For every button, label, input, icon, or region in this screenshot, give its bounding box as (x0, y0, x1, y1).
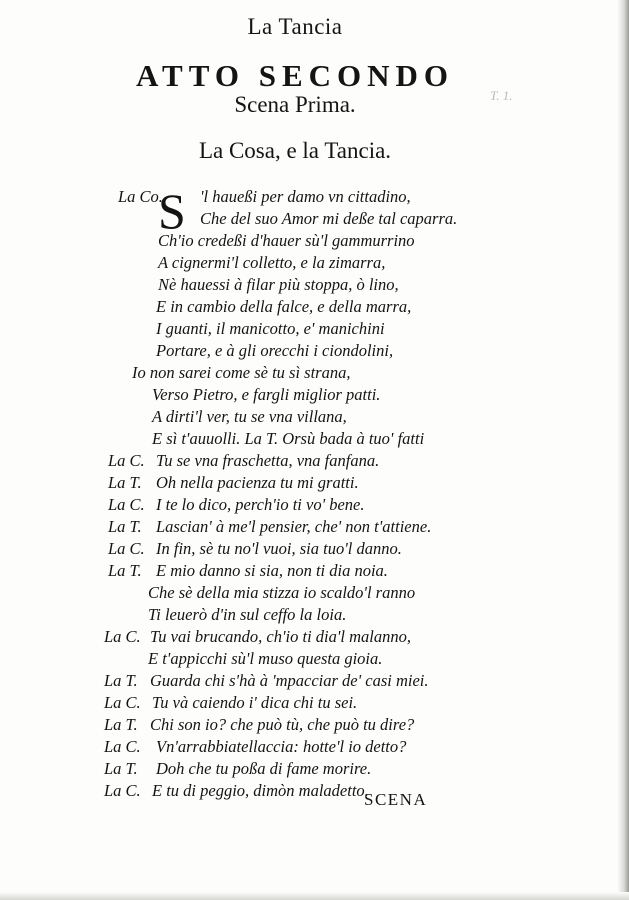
verse-line: Verso Pietro, e fargli miglior patti. (152, 385, 381, 404)
verse-line: Ti leuerò d'in sul ceffo la loia. (148, 605, 347, 624)
verse-line: A cignermi'l colletto, e la zimarra, (158, 253, 386, 272)
verse-line: I te lo dico, perch'io ti vo' bene. (156, 495, 365, 514)
verse-line: E in cambio della falce, e della marra, (156, 297, 412, 316)
scene-title: Scena Prima. (234, 92, 356, 117)
verse-line: Che del suo Amor mi deße tal caparra. (200, 209, 458, 228)
verse-line: E t'appicchi sù'l muso questa gioia. (148, 649, 383, 668)
running-head: La Tancia (247, 14, 343, 39)
speaker-label: La C. (104, 693, 141, 712)
verse-line: E sì t'auuolli. La T. Orsù bada à tuo' fatti (152, 429, 425, 448)
speaker-label: La C. (108, 495, 145, 514)
verse-line: In fin, sè tu no'l vuoi, sia tuo'l danno. (156, 539, 402, 558)
speaker-label: La C. (104, 781, 141, 800)
verse-line: Tu se vna fraschetta, vna fanfana. (156, 451, 380, 470)
verse-line: Nè hauessi à filar più stoppa, ò lino, (158, 275, 399, 294)
verse-line: E mio danno si sia, non ti dia noia. (156, 561, 388, 580)
drop-cap: S (158, 183, 186, 239)
speaker-label: La T. (108, 561, 142, 580)
verse-line: Portare, e à gli orecchi i ciondolini, (156, 341, 394, 360)
speaker-label: La T. (104, 759, 138, 778)
verse-line: Tu và caiendo i' dica chi tu sei. (152, 693, 358, 712)
catchword: SCENA (364, 790, 428, 809)
verse-line: Chi son io? che può tù, che può tu dire? (150, 715, 415, 734)
verse-line: Doh che tu poßa di fame morire. (156, 759, 372, 778)
verse-line: Oh nella pacienza tu mi gratti. (156, 473, 359, 492)
verse-line: Vn'arrabbiatellaccia: hotte'l io detto? (156, 737, 407, 756)
speaker-label: La T. (108, 473, 142, 492)
verse-line: E tu di peggio, dimòn maladetto. (152, 781, 369, 800)
verse-line: Lascian' à me'l pensier, che' non t'attiene. (156, 517, 432, 536)
speaker-label: La C. (104, 627, 141, 646)
scene-characters: La Cosa, e la Tancia. (198, 138, 392, 163)
margin-mark: T. 1. (490, 88, 513, 103)
verse-line: Ch'io credeßi d'hauer sù'l gammurrino (158, 231, 415, 250)
verse-line: 'l haueßi per damo vn cittadino, (200, 187, 411, 206)
speaker-label: La C. (104, 737, 141, 756)
verse-line: Che sè della mia stizza io scaldo'l ranno (148, 583, 416, 602)
speaker-label: La T. (104, 671, 138, 690)
verse-line: Guarda chi s'hà à 'mpacciar de' casi miei. (150, 671, 429, 690)
verse-line: A dirti'l ver, tu se vna villana, (152, 407, 347, 426)
speaker-label: La C. (108, 539, 145, 558)
speaker-label: La T. (108, 517, 142, 536)
speaker-label: La C. (108, 451, 145, 470)
speaker-label: La Co. (118, 187, 163, 206)
verse-line: I guanti, il manicotto, e' manichini (156, 319, 385, 338)
verse-line: Tu vai brucando, ch'io ti dia'l malanno, (150, 627, 411, 646)
speaker-label: La T. (104, 715, 138, 734)
act-title: ATTO SECONDO (135, 58, 455, 93)
verse-line: Io non sarei come sè tu sì strana, (132, 363, 351, 382)
